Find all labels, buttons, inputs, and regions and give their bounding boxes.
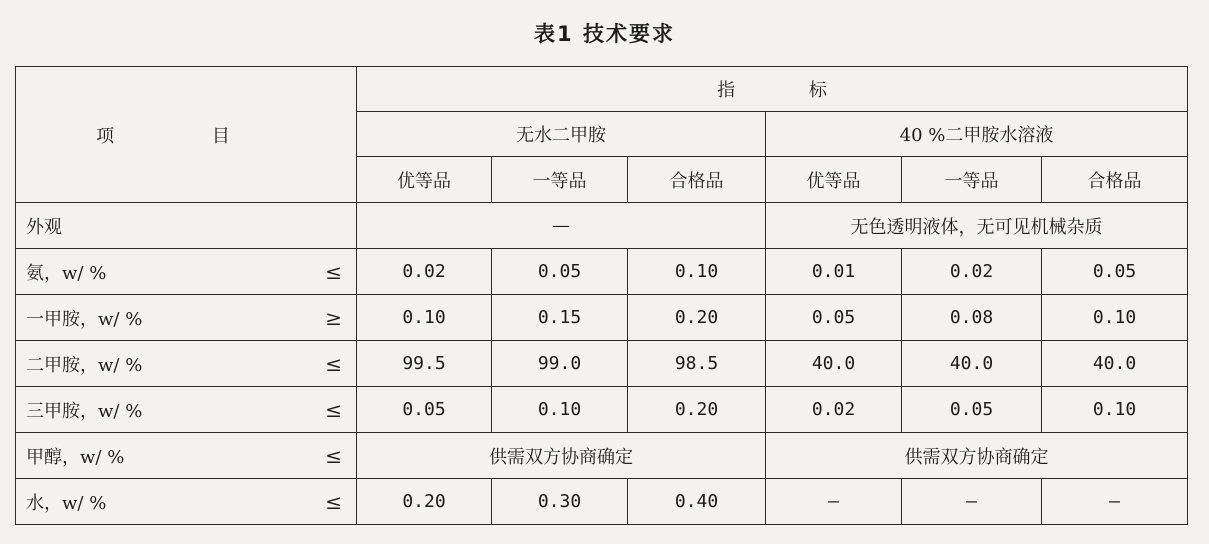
table-row-ammonia	[16, 249, 1188, 295]
value-cell: 0.15	[492, 295, 628, 341]
value-cell: 0.30	[492, 479, 628, 525]
header-row-index	[16, 67, 1188, 112]
grade-header: 优等品	[766, 157, 902, 203]
methanol-solution: 供需双方协商确定	[766, 433, 1188, 479]
appearance-anhydrous: —	[357, 203, 766, 249]
header-item: 项 目	[16, 67, 357, 203]
value-cell: 0.02	[357, 249, 492, 295]
value-cell: 0.40	[628, 479, 766, 525]
value-cell: —	[766, 479, 902, 525]
value-cell: 0.10	[492, 387, 628, 433]
grade-header: 一等品	[902, 157, 1042, 203]
value-cell: 0.05	[492, 249, 628, 295]
value-cell: 0.05	[1042, 249, 1188, 295]
value-cell: 0.08	[902, 295, 1042, 341]
value-cell: 98.5	[628, 341, 766, 387]
value-cell: 0.01	[766, 249, 902, 295]
value-cell: 0.10	[357, 295, 492, 341]
grade-header: 合格品	[1042, 157, 1188, 203]
row-label: 甲醇，w/ % ≤	[16, 433, 357, 479]
header-group-solution: 40 %二甲胺水溶液	[766, 112, 1188, 157]
grade-header: 一等品	[492, 157, 628, 203]
header-index: 指 标	[357, 67, 1188, 112]
value-cell: 0.10	[1042, 295, 1188, 341]
grade-header: 合格品	[628, 157, 766, 203]
comparison-sign: ≤	[325, 351, 342, 376]
row-label: 三甲胺，w/ % ≤	[16, 387, 357, 433]
value-cell: 0.20	[357, 479, 492, 525]
comparison-sign: ≤	[325, 259, 342, 284]
value-cell: 0.20	[628, 387, 766, 433]
row-label: 水，w/ % ≤	[16, 479, 357, 525]
value-cell: 99.0	[492, 341, 628, 387]
value-cell: 0.05	[902, 387, 1042, 433]
comparison-sign: ≤	[325, 489, 342, 514]
comparison-sign: ≥	[325, 305, 342, 330]
row-label: 氨，w/ % ≤	[16, 249, 357, 295]
row-label: 外观	[16, 203, 357, 249]
technical-requirements-table	[15, 66, 1188, 525]
table-row-monomethylamine	[16, 295, 1188, 341]
methanol-anhydrous: 供需双方协商确定	[357, 433, 766, 479]
value-cell: 0.02	[766, 387, 902, 433]
value-cell: —	[1042, 479, 1188, 525]
table-row-appearance	[16, 203, 1188, 249]
row-label: 一甲胺，w/ % ≥	[16, 295, 357, 341]
header-group-anhydrous: 无水二甲胺	[357, 112, 766, 157]
table-row-methanol	[16, 433, 1188, 479]
value-cell: 0.20	[628, 295, 766, 341]
value-cell: 0.05	[766, 295, 902, 341]
row-label: 二甲胺，w/ % ≤	[16, 341, 357, 387]
grade-header: 优等品	[357, 157, 492, 203]
value-cell: 0.05	[357, 387, 492, 433]
value-cell: 40.0	[1042, 341, 1188, 387]
table-row-dimethylamine	[16, 341, 1188, 387]
table-row-trimethylamine	[16, 387, 1188, 433]
comparison-sign: ≤	[325, 397, 342, 422]
value-cell: —	[902, 479, 1042, 525]
table-caption: 表1 技术要求	[534, 22, 675, 46]
value-cell: 40.0	[766, 341, 902, 387]
value-cell: 0.10	[628, 249, 766, 295]
table-row-water	[16, 479, 1188, 525]
value-cell: 40.0	[902, 341, 1042, 387]
value-cell: 0.10	[1042, 387, 1188, 433]
comparison-sign: ≤	[325, 443, 342, 468]
value-cell: 99.5	[357, 341, 492, 387]
value-cell: 0.02	[902, 249, 1042, 295]
appearance-solution: 无色透明液体，无可见机械杂质	[766, 203, 1188, 249]
